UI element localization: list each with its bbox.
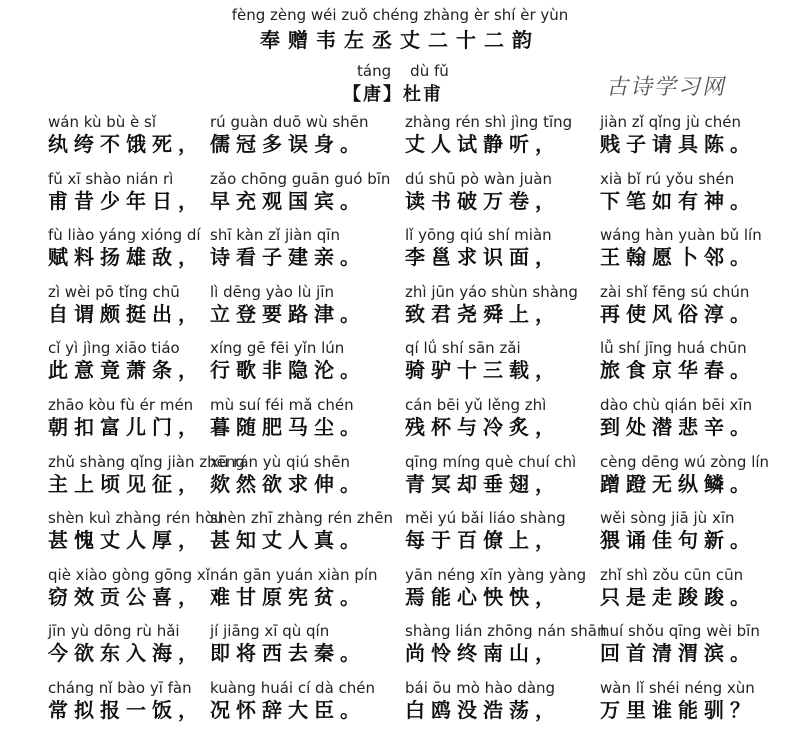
phrase-hanzi: 甚愧丈人厚，: [48, 528, 204, 553]
phrase-pinyin: shàng lián zhōng nán shān: [405, 622, 607, 641]
poem-phrase: [405, 622, 606, 678]
phrase-hanzi: 行歌非隐沦。: [210, 358, 366, 383]
phrase-pinyin: jiàn zǐ qǐng jù chén: [600, 113, 742, 131]
phrase-pinyin: qiè xiào gòng gōng xǐ: [48, 565, 210, 584]
phrase-hanzi: 此意竟萧条，: [48, 358, 204, 383]
phrase-pinyin: lǚ shí jīng huá chūn: [600, 339, 747, 358]
poem-phrase: [210, 170, 390, 226]
poem-phrase: [600, 453, 769, 509]
title-pinyin: fèng zèng wéi zuǒ chéng zhàng èr shí èr yùn: [231, 6, 569, 24]
phrase-hanzi: 残杯与冷炙，: [405, 415, 561, 439]
phrase-hanzi: 再使风俗淳。: [600, 301, 756, 326]
poem-phrase: [48, 679, 204, 735]
phrase-pinyin: zhāo kòu fù ér mén: [48, 396, 194, 414]
phrase-hanzi: 况怀辞大臣。: [210, 698, 366, 722]
phrase-hanzi: 下笔如有神。: [600, 188, 756, 213]
phrase-pinyin: zài shǐ fēng sú chún: [600, 282, 750, 301]
poem-phrase: [210, 509, 393, 565]
poem-phrase: [48, 226, 204, 282]
phrase-hanzi: 暮随肥马尘。: [210, 415, 366, 439]
phrase-pinyin: shī kàn zǐ jiàn qīn: [210, 226, 340, 245]
phrase-pinyin: jí jiāng xī qù qín: [210, 622, 330, 641]
phrase-pinyin: zhǐ shì zǒu cūn cūn: [600, 565, 744, 584]
phrase-hanzi: 常拟报一饭，: [48, 698, 204, 722]
phrase-hanzi: 只是走踆踆。: [600, 584, 756, 609]
phrase-pinyin: bái ōu mò hào dàng: [405, 679, 556, 697]
phrase-pinyin: wàn lǐ shéi néng xùn: [600, 679, 755, 697]
poem-author: 【唐】杜甫: [343, 84, 443, 105]
author-pinyin: táng dù fǔ: [357, 62, 449, 80]
phrase-pinyin: jīn yù dōng rù hǎi: [48, 622, 180, 641]
phrase-pinyin: xià bǐ rú yǒu shén: [600, 169, 735, 188]
poem-line: [0, 453, 800, 509]
phrase-hanzi: 焉能心怏怏，: [405, 584, 561, 609]
phrase-hanzi: 旅食京华春。: [600, 358, 756, 383]
poem-phrase: [405, 509, 566, 565]
phrase-hanzi: 贱子请具陈。: [600, 132, 756, 156]
phrase-pinyin: měi yú bǎi liáo shàng: [405, 509, 566, 528]
phrase-pinyin: cǐ yì jìng xiāo tiáo: [48, 339, 180, 358]
phrase-hanzi: 立登要路津。: [210, 301, 366, 326]
phrase-hanzi: 自谓颇挺出，: [48, 301, 204, 326]
poem-phrase: [48, 113, 204, 169]
poem-line: [0, 622, 800, 678]
poem-line: [0, 396, 800, 452]
poem-phrase: [405, 396, 561, 452]
phrase-hanzi: 今欲东入海，: [48, 641, 204, 666]
phrase-pinyin: lì dēng yào lù jīn: [210, 282, 334, 301]
poem-phrase: [48, 396, 204, 452]
phrase-hanzi: 即将西去秦。: [210, 641, 366, 666]
phrase-hanzi: 致君尧舜上，: [405, 301, 561, 326]
phrase-pinyin: zǎo chōng guān guó bīn: [210, 169, 391, 188]
poem-line: [0, 283, 800, 339]
phrase-pinyin: kuàng huái cí dà chén: [210, 679, 376, 697]
poem-phrase: [210, 679, 375, 735]
phrase-pinyin: xíng gē fēi yǐn lún: [210, 339, 345, 358]
phrase-hanzi: 万里谁能驯？: [600, 698, 756, 722]
phrase-pinyin: shèn kuì zhàng rén hòu: [48, 509, 224, 528]
poem-line: [0, 226, 800, 282]
poem-phrase: [600, 339, 756, 395]
poem-phrase: [210, 339, 366, 395]
phrase-hanzi: 尚怜终南山，: [405, 641, 561, 666]
poem-line: [0, 509, 800, 565]
poem-phrase: [600, 283, 756, 339]
poem-phrase: [405, 226, 561, 282]
phrase-hanzi: 蹭蹬无纵鳞。: [600, 471, 756, 496]
phrase-pinyin: nán gān yuán xiàn pín: [210, 565, 378, 584]
poem-phrase: [210, 453, 366, 509]
poem-phrase: [600, 622, 760, 678]
poem-phrase: [48, 509, 223, 565]
phrase-hanzi: 甫昔少年日，: [48, 188, 204, 213]
phrase-hanzi: 纨绔不饿死，: [48, 132, 204, 156]
poem-phrase: [48, 170, 204, 226]
site-logo: 古诗学习网: [604, 75, 731, 100]
poem-phrase: [405, 283, 578, 339]
phrase-hanzi: 欻然欲求伸。: [210, 471, 366, 496]
poem-phrase: [600, 226, 762, 282]
phrase-hanzi: 白鸥没浩荡，: [405, 698, 561, 722]
phrase-hanzi: 甚知丈人真。: [210, 528, 366, 553]
phrase-pinyin: wěi sòng jiā jù xīn: [600, 509, 735, 528]
phrase-hanzi: 猥诵佳句新。: [600, 528, 756, 553]
poem-line: [0, 566, 800, 622]
phrase-hanzi: 每于百僚上，: [405, 528, 561, 553]
phrase-pinyin: zhàng rén shì jìng tīng: [405, 113, 573, 131]
phrase-pinyin: qí lǘ shí sān zǎi: [405, 339, 521, 358]
poem-phrase: [405, 566, 586, 622]
poem-phrase: [600, 396, 756, 452]
phrase-pinyin: fù liào yáng xióng dí: [48, 226, 201, 245]
poem-phrase: [405, 170, 561, 226]
phrase-pinyin: dú shū pò wàn juàn: [405, 169, 552, 188]
phrase-hanzi: 儒冠多误身。: [210, 132, 366, 156]
phrase-pinyin: zì wèi pō tǐng chū: [48, 282, 180, 301]
phrase-pinyin: zhì jūn yáo shùn shàng: [405, 282, 578, 301]
phrase-pinyin: wáng hàn yuàn bǔ lín: [600, 226, 762, 245]
phrase-pinyin: wán kù bù è sǐ: [48, 113, 157, 131]
phrase-pinyin: fǔ xī shào nián rì: [48, 169, 174, 188]
poem-line: [0, 170, 800, 226]
poem-phrase: [210, 113, 369, 169]
phrase-pinyin: huí shǒu qīng wèi bīn: [600, 622, 760, 641]
poem-phrase: [600, 679, 756, 735]
phrase-pinyin: xū rán yù qiú shēn: [210, 452, 350, 471]
phrase-pinyin: rú guàn duō wù shēn: [210, 113, 369, 131]
poem-phrase: [405, 339, 561, 395]
poem-phrase: [210, 622, 366, 678]
phrase-pinyin: shèn zhī zhàng rén zhēn: [210, 509, 393, 528]
phrase-hanzi: 诗看子建亲。: [210, 245, 366, 270]
phrase-pinyin: qīng míng què chuí chì: [405, 452, 577, 471]
phrase-hanzi: 王翰愿卜邻。: [600, 245, 756, 270]
phrase-hanzi: 窃效贡公喜，: [48, 584, 204, 609]
poem-line: [0, 679, 800, 735]
phrase-hanzi: 骑驴十三载，: [405, 358, 561, 383]
poem-phrase: [600, 113, 756, 169]
phrase-pinyin: yān néng xīn yàng yàng: [405, 565, 587, 584]
phrase-hanzi: 早充观国宾。: [210, 188, 366, 213]
poem-phrase: [405, 679, 561, 735]
poem-phrase: [210, 566, 378, 622]
phrase-hanzi: 李邕求识面，: [405, 245, 561, 270]
phrase-hanzi: 主上顷见征，: [48, 471, 204, 496]
poem-phrase: [405, 113, 572, 169]
poem-phrase: [48, 622, 204, 678]
poem-phrase: [600, 170, 756, 226]
phrase-hanzi: 难甘原宪贫。: [210, 584, 366, 609]
phrase-pinyin: dào chù qián bēi xīn: [600, 396, 753, 414]
poem-phrase: [210, 396, 366, 452]
phrase-hanzi: 青冥却垂翅，: [405, 471, 561, 496]
poem-phrase: [600, 509, 756, 565]
phrase-pinyin: cèng dēng wú zòng lín: [600, 452, 770, 471]
poem-title: 奉赠韦左丞丈二十二韵: [260, 28, 540, 52]
phrase-pinyin: cán bēi yǔ lěng zhì: [405, 396, 547, 414]
phrase-pinyin: mù suí féi mǎ chén: [210, 396, 354, 414]
phrase-hanzi: 丈人试静听，: [405, 132, 561, 156]
phrase-hanzi: 到处潜悲辛。: [600, 415, 756, 439]
phrase-pinyin: lǐ yōng qiú shí miàn: [405, 226, 552, 245]
phrase-hanzi: 回首清渭滨。: [600, 641, 756, 666]
poem-line: [0, 113, 800, 169]
phrase-hanzi: 读书破万卷，: [405, 188, 561, 213]
phrase-hanzi: 赋料扬雄敌，: [48, 245, 204, 270]
phrase-hanzi: 朝扣富儿门，: [48, 415, 204, 439]
poem-line: [0, 339, 800, 395]
poem-phrase: [48, 283, 204, 339]
phrase-pinyin: zhǔ shàng qǐng jiàn zhēng: [48, 452, 245, 471]
phrase-pinyin: cháng nǐ bào yī fàn: [48, 679, 192, 697]
poem-phrase: [48, 339, 204, 395]
poem-phrase: [210, 226, 366, 282]
poem-phrase: [600, 566, 756, 622]
poem-phrase: [405, 453, 576, 509]
poem-phrase: [210, 283, 366, 339]
poem-phrase: [48, 566, 210, 622]
